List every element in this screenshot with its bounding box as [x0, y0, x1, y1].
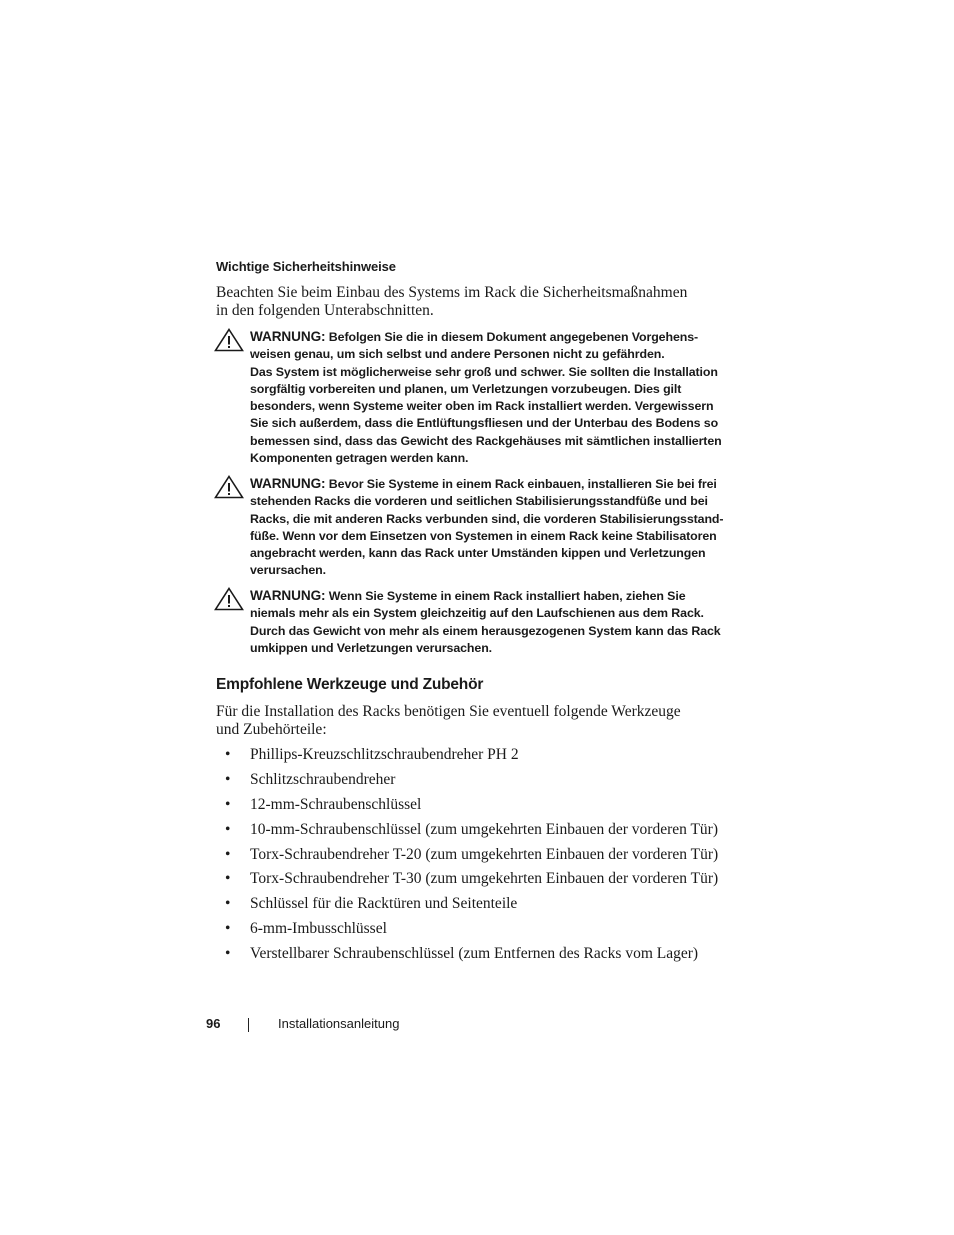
intro-paragraph — [216, 284, 736, 320]
warning-line: Das System ist möglicherweise sehr groß und schwer. Sie sollten die Installation — [250, 364, 718, 379]
list-item: • 6-mm-Imbusschlüssel — [225, 920, 387, 938]
warning-line: bemessen sind, dass das Gewicht des Rackgehäuses mit sämtlichen installierten — [250, 433, 722, 448]
warning-triangle-icon — [214, 475, 244, 499]
intro-line: in den folgenden Unterabschnitten. — [216, 302, 434, 319]
list-item: • Phillips-Kreuzschlitzschraubendreher PH 2 — [225, 746, 519, 763]
warning-note — [214, 475, 724, 580]
bullet-icon: • — [225, 820, 231, 838]
warning-note — [214, 328, 724, 467]
list-item: • Schlitzschraubendreher — [225, 770, 396, 788]
footer-separator — [248, 1018, 249, 1032]
warning-line: stehenden Racks die vorderen und seitlichen Stabilisierungsstandfüße und bei — [250, 494, 708, 509]
warning-line: Durch das Gewicht von mehr als einem herausgezogenen System kann das Rack — [250, 623, 721, 638]
warning-triangle-icon — [214, 328, 244, 352]
section-title: Wichtige Sicherheitshinweise — [216, 259, 396, 274]
warning-line: weisen genau, um sich selbst und andere Personen nicht zu gefährden. — [250, 347, 665, 362]
warning-line: WARNUNG: Bevor Sie Systeme in einem Rack einbauen, installieren Sie bei frei — [250, 476, 717, 491]
list-item: • Schlüssel für die Racktüren und Seitenteile — [225, 895, 518, 913]
footer-doc-title: Installationsanleitung — [278, 1016, 400, 1031]
bullet-icon: • — [225, 895, 231, 913]
intro-line: Für die Installation des Racks benötigen Sie eventuell folgende Werkzeuge — [216, 703, 681, 720]
list-item: • Torx-Schraubendreher T-30 (zum umgekehrten Einbauen der vorderen Tür) — [225, 870, 719, 888]
warning-line: besonders, wenn Systeme weiter oben im Rack installiert werden. Vergewissern — [250, 399, 714, 414]
warning-line: Sie sich außerdem, dass die Entlüftungsfliesen und der Unterbau des Bodens so — [250, 416, 719, 431]
tools-heading: Empfohlene Werkzeuge und Zubehör — [216, 676, 484, 693]
list-item: • Torx-Schraubendreher T-20 (zum umgekehrten Einbauen der vorderen Tür) — [225, 845, 719, 863]
warning-line: Racks, die mit anderen Racks verbunden sind, die vorderen Stabilisierungsstand- — [250, 511, 724, 526]
intro-line: und Zubehörteile: — [216, 721, 327, 738]
bullet-icon: • — [225, 746, 231, 763]
list-item: • 12-mm-Schraubenschlüssel — [225, 795, 422, 813]
warning-line: Komponenten getragen werden kann. — [250, 451, 469, 466]
warning-line: WARNUNG: Befolgen Sie die in diesem Dokument angegebenen Vorgehens- — [250, 329, 699, 344]
bullet-icon: • — [225, 795, 231, 813]
intro-line: Beachten Sie beim Einbau des Systems im Rack die Sicherheitsmaßnahmen — [216, 284, 688, 301]
warning-line: angebracht werden, kann das Rack unter Umständen kippen und Verletzungen — [250, 546, 706, 561]
warning-label: WARNUNG: — [250, 329, 326, 344]
warning-line: WARNUNG: Wenn Sie Systeme in einem Rack installiert haben, ziehen Sie — [250, 588, 686, 603]
warning-line: sorgfältig vorbereiten und planen, um Verletzungen vorzubeugen. Dies gilt — [250, 381, 682, 396]
tools-intro-paragraph — [216, 703, 736, 739]
warning-line: verursachen. — [250, 563, 326, 578]
tools-list — [216, 746, 756, 970]
bullet-icon: • — [225, 870, 231, 888]
warning-line: füße. Wenn vor dem Einsetzen von Systemen in einem Rack keine Stabilisatoren — [250, 528, 717, 543]
warning-line: niemals mehr als ein System gleichzeitig auf den Laufschienen aus dem Rack. — [250, 606, 704, 621]
list-item: • 10-mm-Schraubenschlüssel (zum umgekehrten Einbauen der vorderen Tür) — [225, 820, 719, 838]
warning-label: WARNUNG: — [250, 588, 326, 603]
warning-line: umkippen und Verletzungen verursachen. — [250, 640, 493, 655]
warning-note — [214, 587, 724, 657]
page-number: 96 — [206, 1016, 221, 1031]
bullet-icon: • — [225, 945, 231, 963]
bullet-icon: • — [225, 920, 231, 938]
list-item: • Verstellbarer Schraubenschlüssel (zum Entfernen des Racks vom Lager) — [225, 945, 699, 963]
bullet-icon: • — [225, 845, 231, 863]
bullet-icon: • — [225, 770, 231, 788]
warning-triangle-icon — [214, 587, 244, 611]
warning-label: WARNUNG: — [250, 476, 326, 491]
